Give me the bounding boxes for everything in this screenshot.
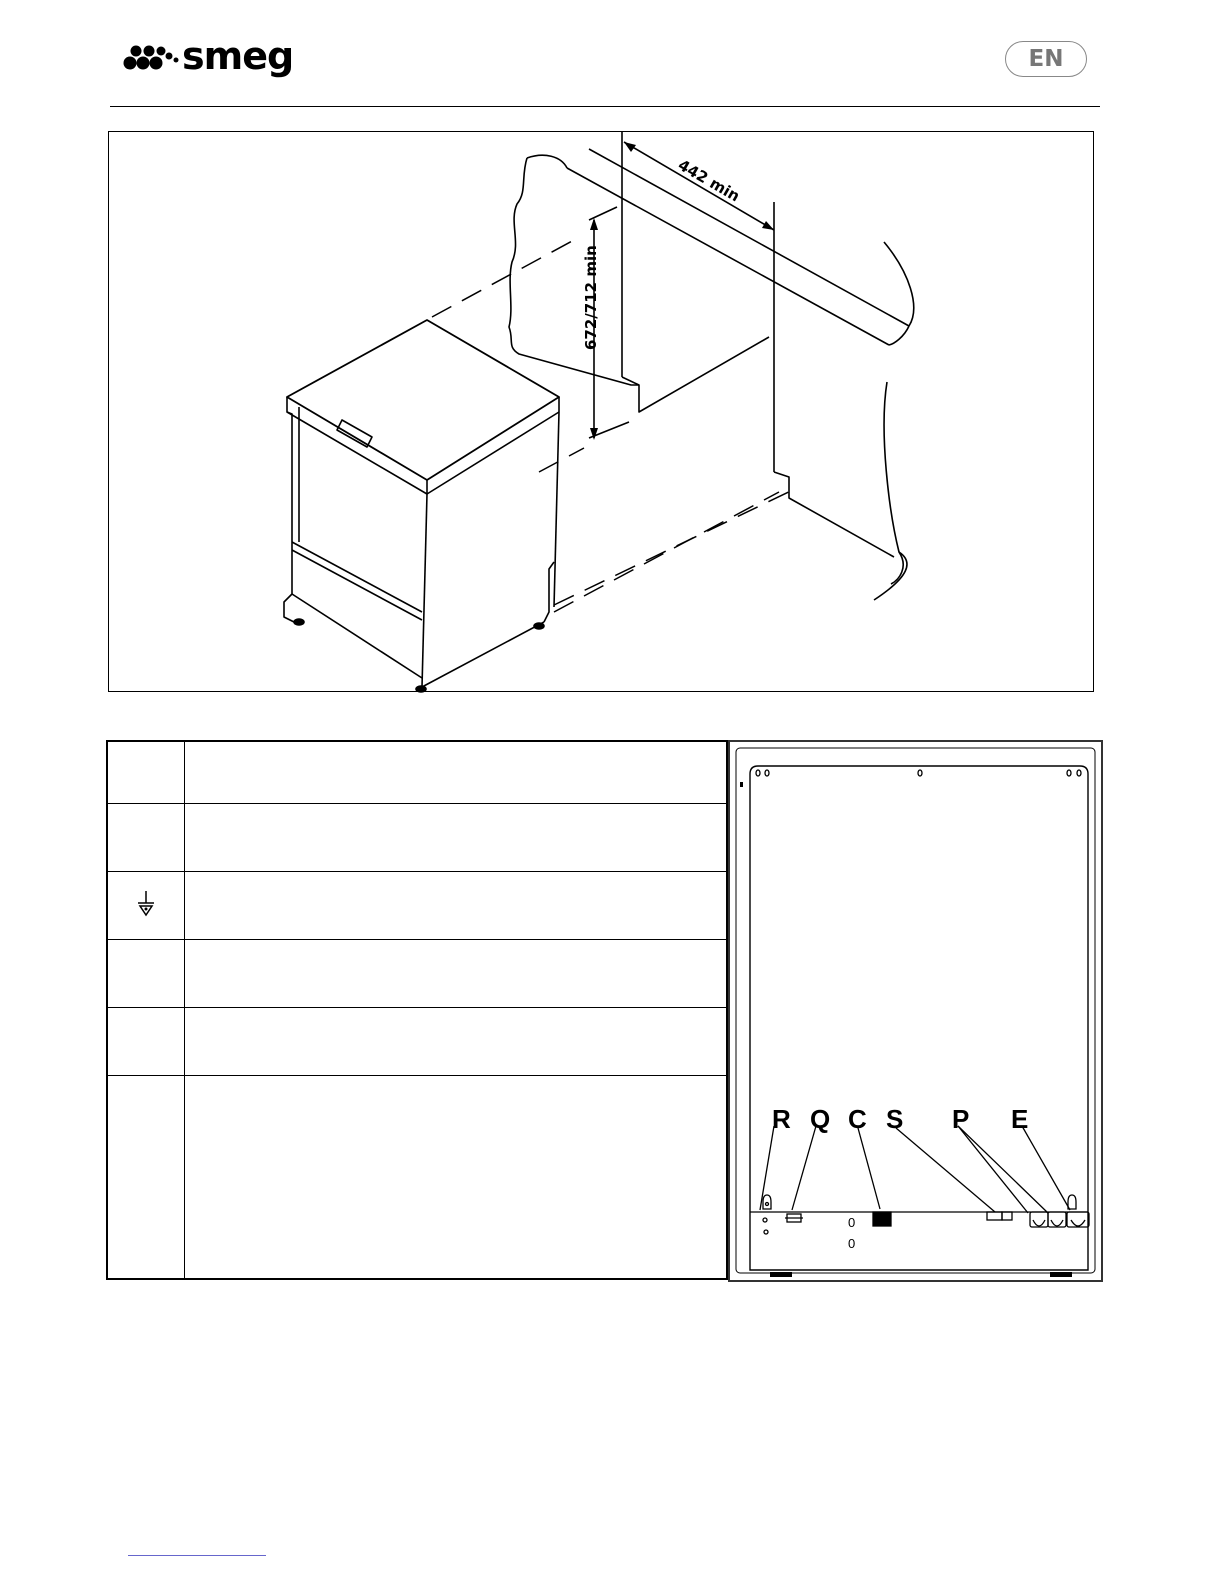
- row-symbol-cell: [108, 742, 184, 804]
- hole-mark: 0: [848, 1236, 856, 1251]
- installation-drawing: [109, 132, 1095, 693]
- row-symbol-cell: [108, 1008, 184, 1076]
- brand-name: smeg: [182, 34, 294, 78]
- rear-label-s: S: [886, 1104, 904, 1134]
- rear-label-p: P: [952, 1104, 970, 1134]
- rear-label-e: E: [1011, 1104, 1029, 1134]
- row-symbol-cell: [108, 872, 184, 940]
- header-divider: [110, 106, 1100, 107]
- logo-dots-icon: [122, 40, 180, 76]
- row-symbol-cell: [108, 804, 184, 872]
- rear-label-r: R: [772, 1104, 791, 1134]
- rear-view-drawing: [730, 742, 1101, 1280]
- hole-mark: 0: [848, 1215, 856, 1230]
- table-row: [108, 940, 726, 1008]
- height-dimension-label: 672/712 min: [582, 245, 600, 350]
- language-badge: EN: [1005, 41, 1087, 77]
- table-row: [108, 1008, 726, 1076]
- footnote-divider: [128, 1555, 266, 1556]
- table-row: [108, 742, 726, 804]
- earth-symbol-icon: [137, 891, 155, 921]
- table-row: [108, 872, 726, 940]
- row-symbol-cell: [108, 1076, 184, 1278]
- depth-dimension-label: 442 min: [675, 155, 743, 206]
- connection-table: [106, 740, 728, 1280]
- rear-label-q: Q: [810, 1104, 831, 1134]
- table-row: [108, 804, 726, 872]
- installation-figure: [108, 131, 1094, 692]
- row-symbol-cell: [108, 940, 184, 1008]
- brand-logo: [122, 34, 294, 78]
- rear-label-c: C: [848, 1104, 867, 1134]
- rear-view-panel: [728, 740, 1103, 1282]
- table-row: [108, 1076, 726, 1278]
